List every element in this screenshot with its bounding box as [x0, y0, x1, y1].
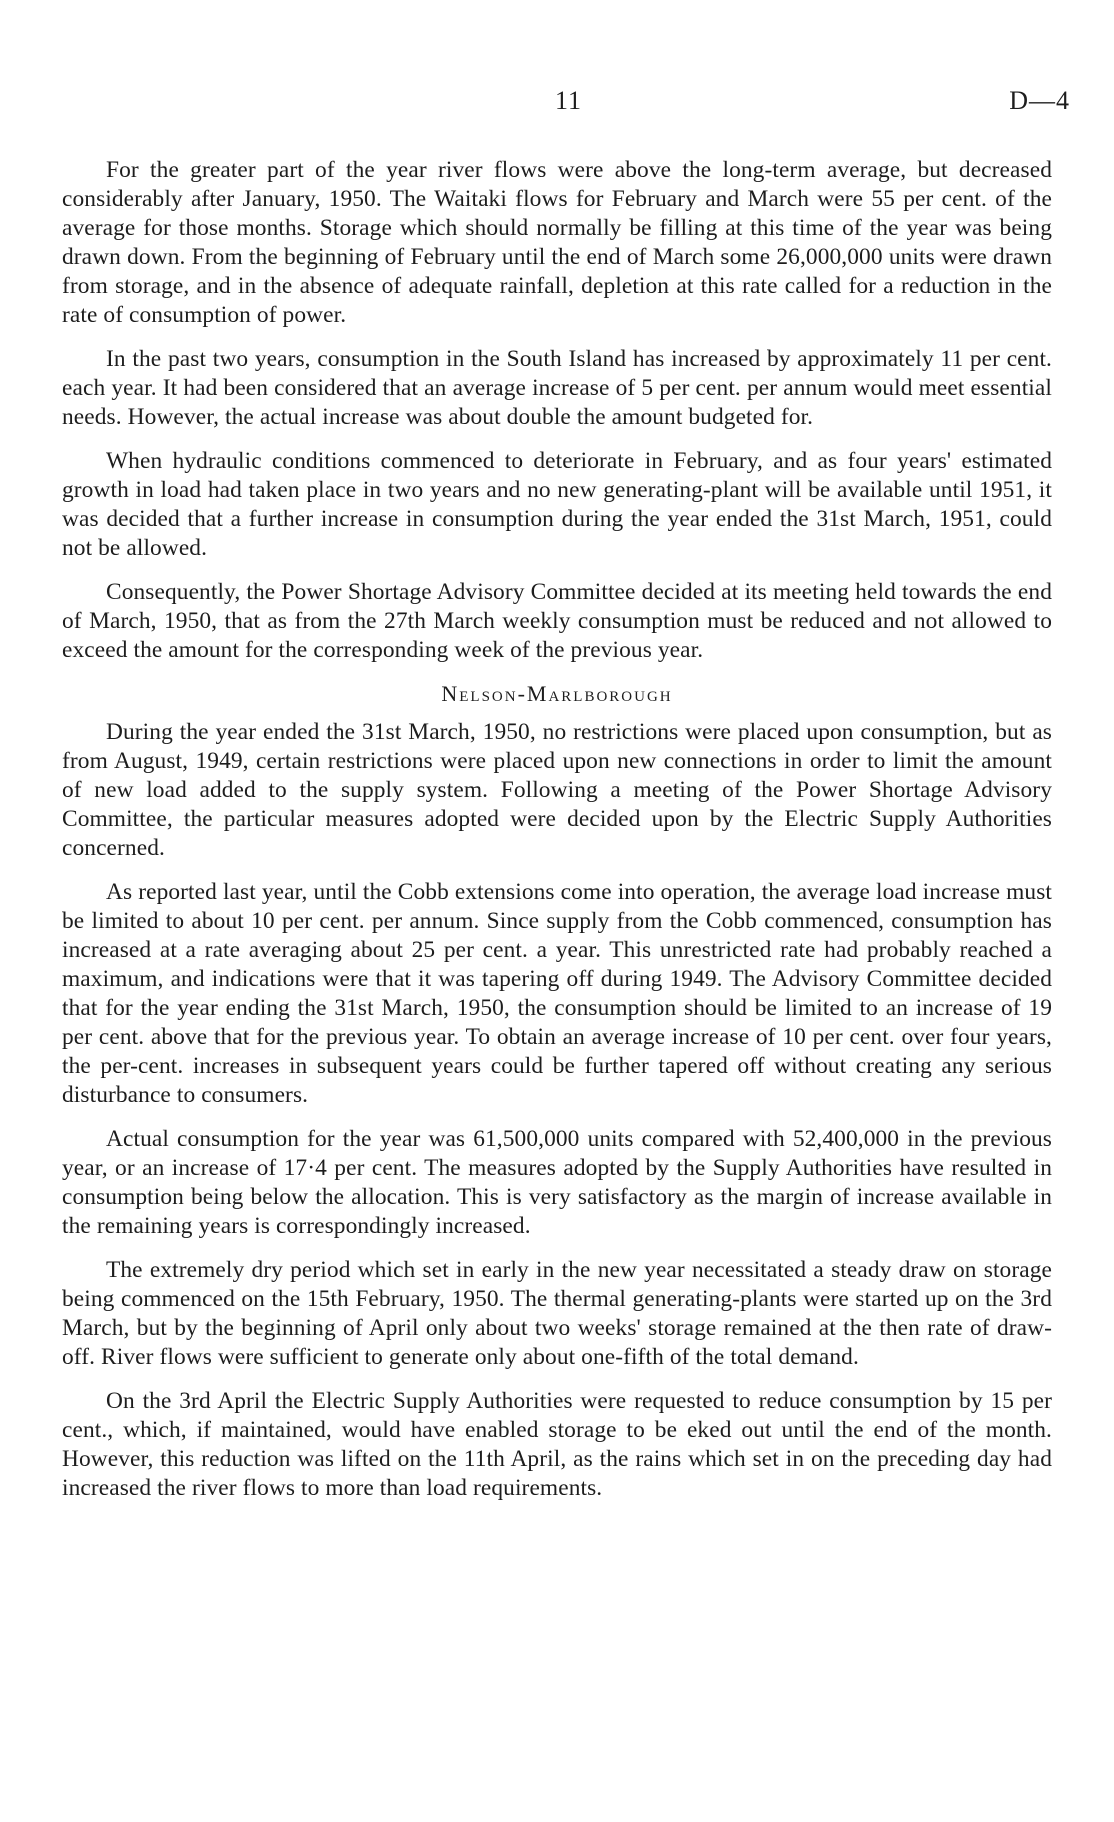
page-header: [0, 86, 1114, 126]
paragraph: For the greater part of the year river flows were above the long-term average, but decreased considerably after January, 1950. The Waitaki flows for February and March were 55 per cent. of the average for those months. Storage which should normally be filling at this time of the year was being drawn down. From the beginning of February until the end of March some 26,000,000 units were drawn from storage, and in the absence of adequate rainfall, depletion at this rate called for a reduction in the rate of consumption of power.: [62, 157, 1052, 328]
paragraph: When hydraulic conditions commenced to deteriorate in February, and as four years' estimated growth in load had taken place in two years and no new generating-plant will be available until 1951, it was decided that a further increase in consumption during the year ended the 31st March, 1951, could not be allowed.: [62, 448, 1052, 561]
section-heading: Nelson-Marlborough: [441, 681, 673, 706]
report-code: D—4: [1009, 86, 1070, 115]
paragraph: Consequently, the Power Shortage Advisory Committee decided at its meeting held towards the end of March, 1950, that as from the 27th March weekly consumption must be reduced and not allowed to exceed the amount for the corresponding week of the previous year.: [62, 579, 1052, 663]
page-number: 11: [555, 86, 583, 115]
body-text: [62, 156, 1052, 1518]
paragraph: During the year ended the 31st March, 1950, no restrictions were placed upon consumption, but as from August, 1949, certain restrictions were placed upon new connections in order to limit the amount of new load added to the supply system. Following a meeting of the Power Shortage Advisory Committee, the particular measures adopted were decided upon by the Electric Supply Authorities concerned.: [62, 719, 1052, 861]
paragraph: On the 3rd April the Electric Supply Authorities were requested to reduce consumption by 15 per cent., which, if maintained, would have enabled storage to be eked out until the end of the month. However, this reduction was lifted on the 11th April, as the rains which set in on the preceding day had increased the river flows to more than load requirements.: [62, 1388, 1052, 1501]
paragraph: The extremely dry period which set in early in the new year necessitated a steady draw on storage being commenced on the 15th February, 1950. The thermal generating-plants were started up on the 3rd March, but by the beginning of April only about two weeks' storage remained at the then rate of draw-off. River flows were sufficient to generate only about one-fifth of the total demand.: [62, 1257, 1052, 1370]
paragraph: As reported last year, until the Cobb extensions come into operation, the average load increase must be limited to about 10 per cent. per annum. Since supply from the Cobb commenced, consumption has increased at a rate averaging about 25 per cent. a year. This unrestricted rate had probably reached a maximum, and indications were that it was tapering off during 1949. The Advisory Committee decided that for the year ending the 31st March, 1950, the consumption should be limited to an increase of 19 per cent. above that for the previous year. To obtain an average increase of 10 per cent. over four years, the per-cent. increases in subsequent years could be further tapered off without creating any serious disturbance to consumers.: [62, 879, 1052, 1108]
paragraph: Actual consumption for the year was 61,500,000 units compared with 52,400,000 in the previous year, or an increase of 17·4 per cent. The measures adopted by the Supply Authorities have resulted in consumption being below the allocation. This is very satisfactory as the margin of increase available in the remaining years is correspondingly increased.: [62, 1126, 1052, 1239]
paragraph: In the past two years, consumption in the South Island has increased by approximately 11 per cent. each year. It had been considered that an average increase of 5 per cent. per annum would meet essential needs. However, the actual increase was about double the amount budgeted for.: [62, 346, 1052, 430]
